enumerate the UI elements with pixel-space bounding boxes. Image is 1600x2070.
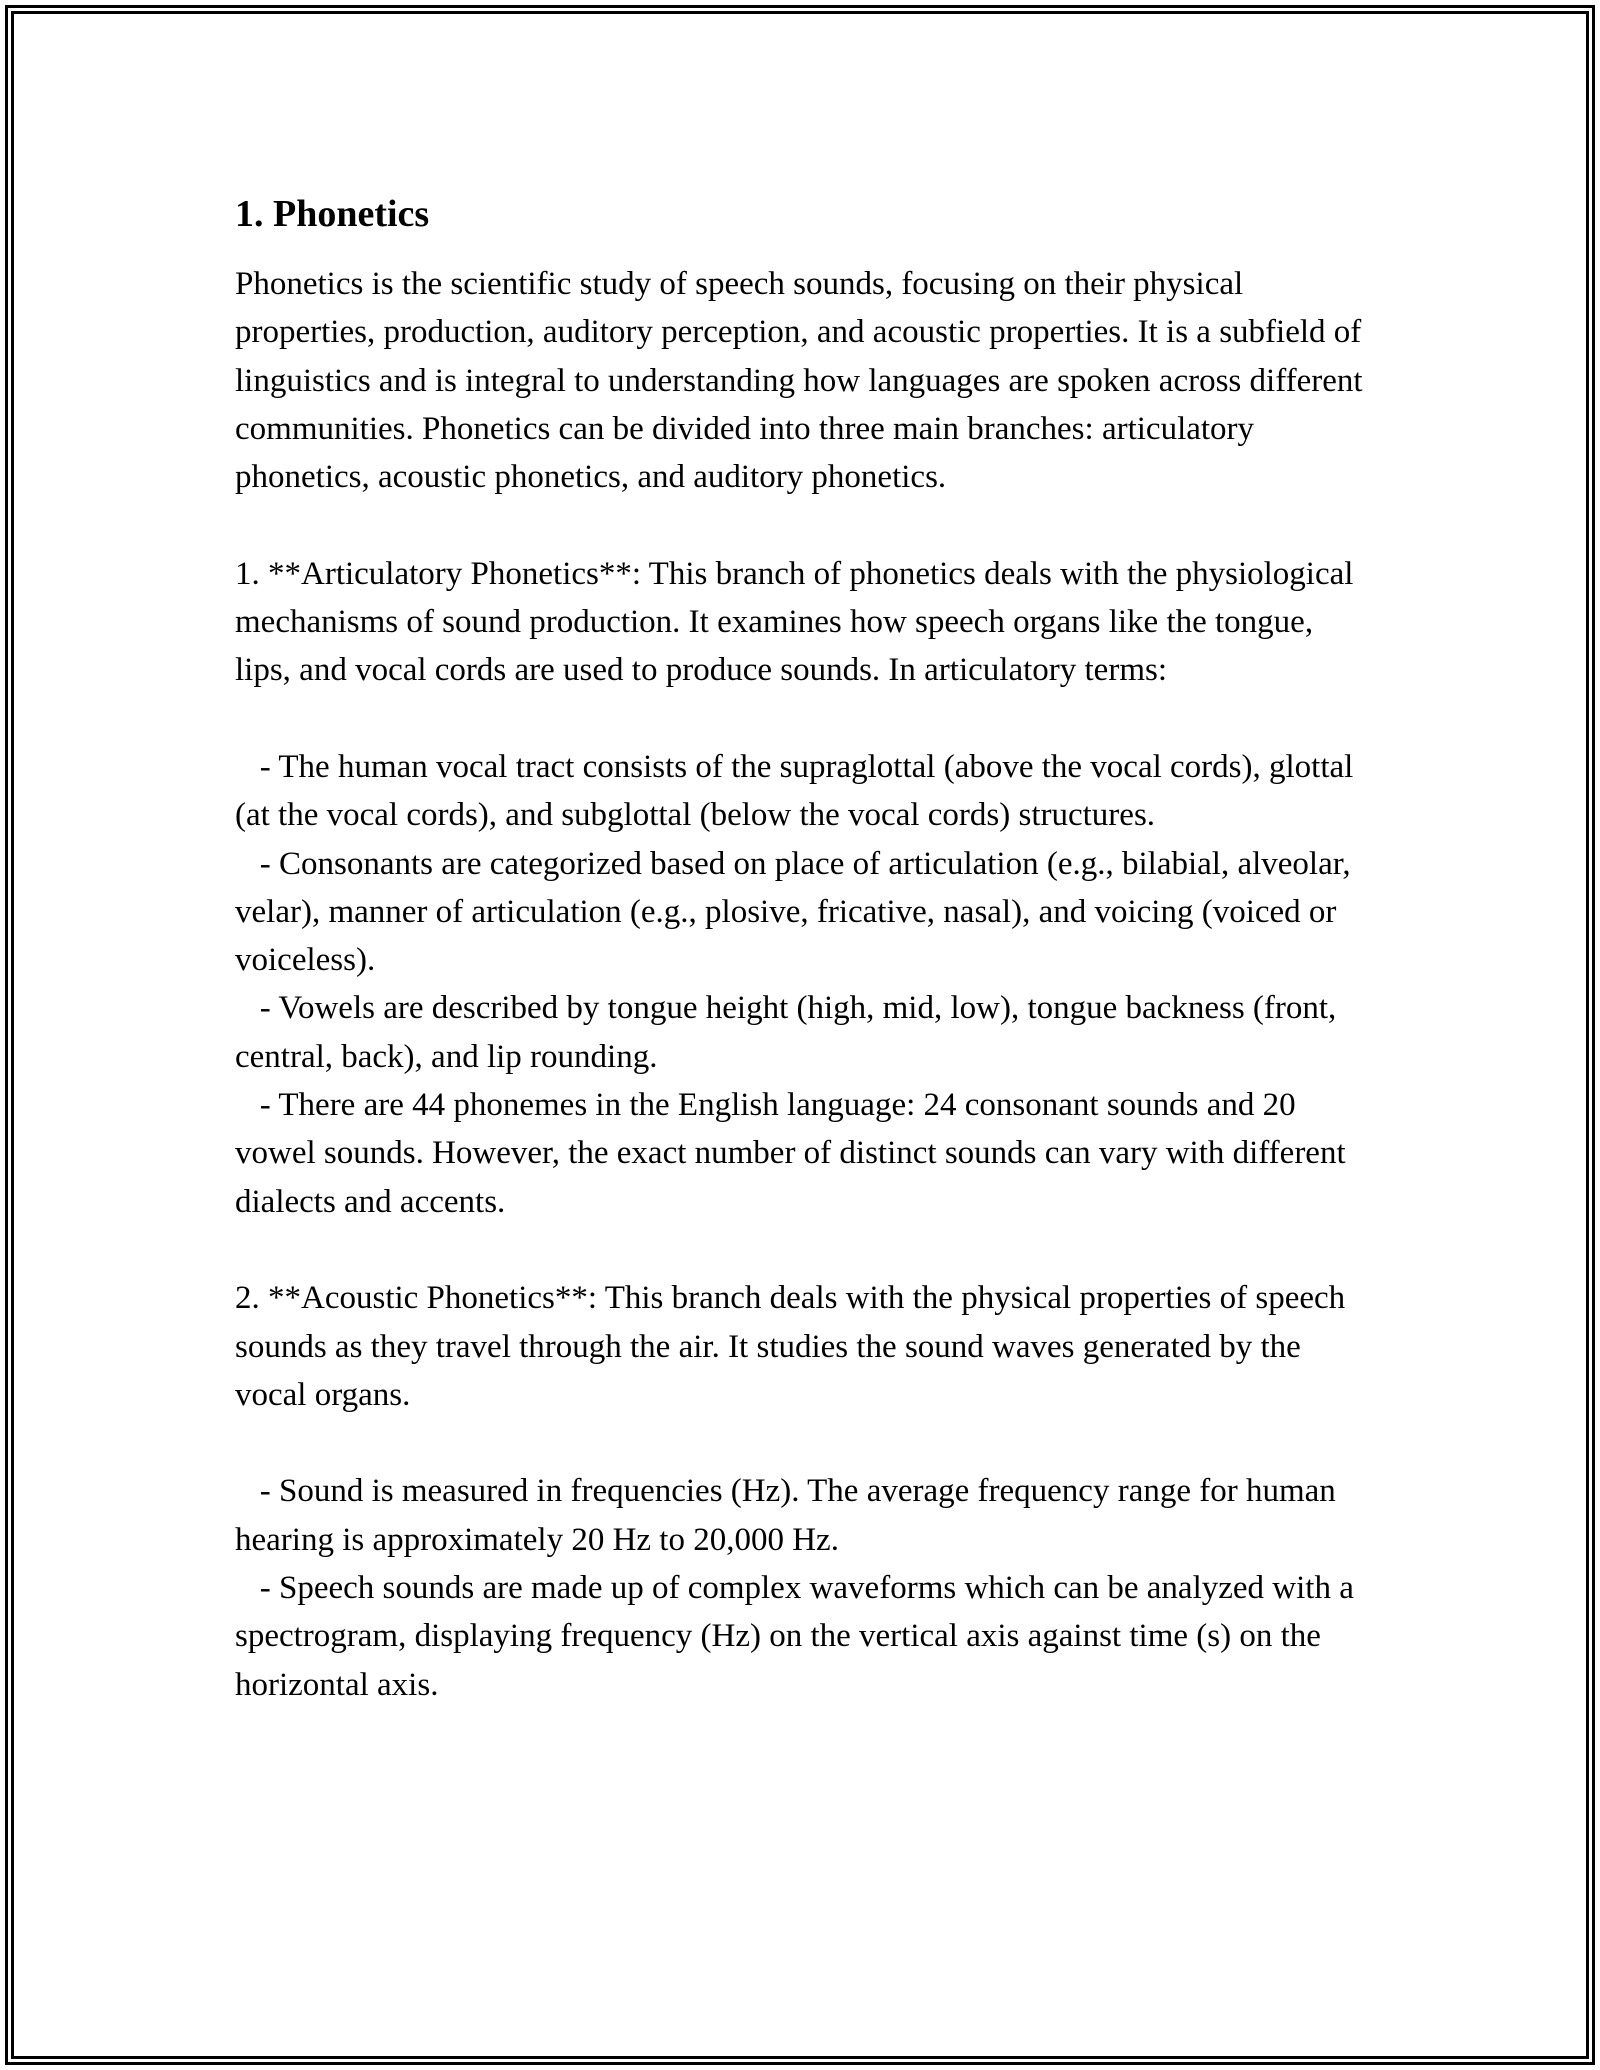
document-content: [235, 188, 1375, 1709]
section-body-text: Phonetics is the scientific study of speech sounds, focusing on their physical properties, production, auditory perception, and acoustic properties. It is a subfield of linguistics and is integral to understanding how languages are spoken across different communities. Phonetics can be divided into three main branches: articulatory phonetics, acoustic phonetics, and auditory phonetics. 1. **Articulatory Phonetics**: This branch of phonetics deals with the physiological mechanisms of sound production. It examines how speech organs like the tongue, lips, and vocal cords are used to produce sounds. In articulatory terms: - The human vocal tract consists of the supraglottal (above the vocal cords), glottal (at the vocal cords), and subglottal (below the vocal cords) structures. - Consonants are categorized based on place of articulation (e.g., bilabial, alveolar, velar), manner of articulation (e.g., plosive, fricative, nasal), and voicing (voiced or voiceless). - Vowels are described by tongue height (high, mid, low), tongue backness (front, central, back), and lip rounding. - There are 44 phonemes in the English language: 24 consonant sounds and 20 vowel sounds. However, the exact number of distinct sounds can vary with different dialects and accents. 2. **Acoustic Phonetics**: This branch deals with the physical properties of speech sounds as they travel through the air. It studies the sound waves generated by the vocal organs. - Sound is measured in frequencies (Hz). The average frequency range for human hearing is approximately 20 Hz to 20,000 Hz. - Speech sounds are made up of complex waveforms which can be analyzed with a spectrogram, displaying frequency (Hz) on the vertical axis against time (s) on the horizontal axis.: [235, 266, 1363, 1703]
section-heading: 1. Phonetics: [235, 193, 430, 235]
